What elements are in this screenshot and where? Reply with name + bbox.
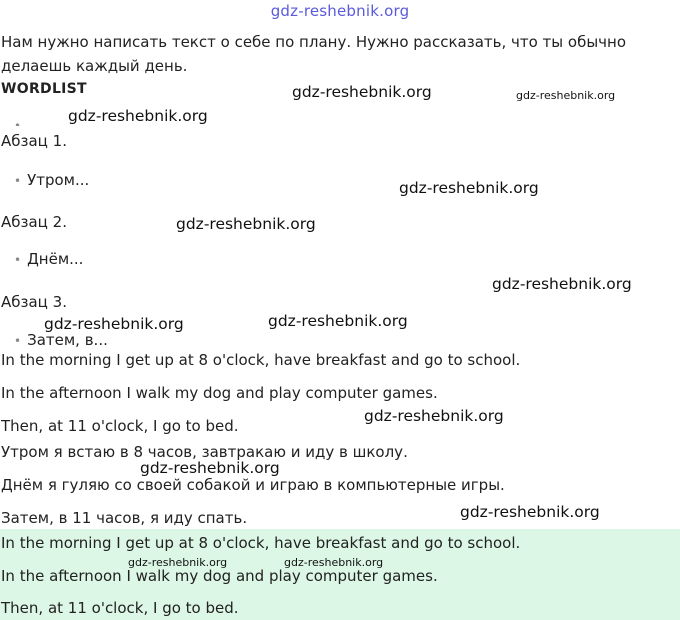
english-line-2: In the afternoon I walk my dog and play computer games.: [1, 384, 438, 402]
paragraph-1-bullet: [14, 170, 89, 191]
wordlist-heading: WORDLIST: [1, 81, 87, 97]
paragraph-3-bullet-text: Затем, в...: [27, 331, 108, 349]
watermark: gdz-reshebnik.org: [364, 407, 504, 425]
watermark: gdz-reshebnik.org: [292, 83, 432, 101]
bullet-icon: •: [14, 174, 22, 188]
english-line-3: Then, at 11 o'clock, I go to bed.: [1, 417, 239, 435]
paragraph-1-label: Абзац 1.: [1, 132, 67, 150]
watermark: gdz-reshebnik.org: [516, 89, 616, 102]
highlighted-line-1: In the morning I get up at 8 o'clock, have breakfast and go to school.: [1, 534, 521, 552]
russian-line-3: Затем, в 11 часов, я иду спать.: [1, 509, 248, 527]
watermark: gdz-reshebnik.org: [140, 459, 280, 477]
watermark: gdz-reshebnik.org: [492, 275, 632, 293]
english-line-1: In the morning I get up at 8 o'clock, have breakfast and go to school.: [1, 351, 521, 369]
watermark: gdz-reshebnik.org: [399, 179, 539, 197]
bullet-icon: •: [14, 334, 22, 348]
bullet-icon: •: [14, 253, 22, 267]
intro-text: Нам нужно написать текст о себе по плану. Нужно рассказать, что ты обычно делаешь каждый день.: [1, 33, 627, 75]
paragraph-3-label: Абзац 3.: [1, 293, 67, 311]
watermark-top: gdz-reshebnik.org: [270, 2, 410, 20]
russian-line-1: Утром я встаю в 8 часов, завтракаю и иду в школу.: [1, 443, 408, 461]
paragraph-3-bullet: [14, 330, 108, 351]
bullet-icon: •: [14, 119, 22, 126]
watermark: gdz-reshebnik.org: [68, 107, 208, 125]
watermark: gdz-reshebnik.org: [460, 503, 600, 521]
paragraph-2-label: Абзац 2.: [1, 213, 67, 231]
watermark: gdz-reshebnik.org: [176, 215, 316, 233]
watermark: gdz-reshebnik.org: [44, 315, 184, 333]
paragraph-2-bullet: [14, 249, 83, 270]
highlighted-line-2: In the afternoon I walk my dog and play computer games.: [1, 567, 438, 585]
watermark: gdz-reshebnik.org: [284, 556, 384, 569]
paragraph-2-bullet-text: Днём...: [27, 250, 84, 268]
highlighted-line-3: Then, at 11 o'clock, I go to bed.: [1, 599, 239, 617]
paragraph-1-bullet-text: Утром...: [27, 171, 90, 189]
watermark: gdz-reshebnik.org: [128, 556, 228, 569]
watermark: gdz-reshebnik.org: [268, 312, 408, 330]
russian-line-2: Днём я гуляю со своей собакой и играю в компьютерные игры.: [1, 476, 505, 494]
